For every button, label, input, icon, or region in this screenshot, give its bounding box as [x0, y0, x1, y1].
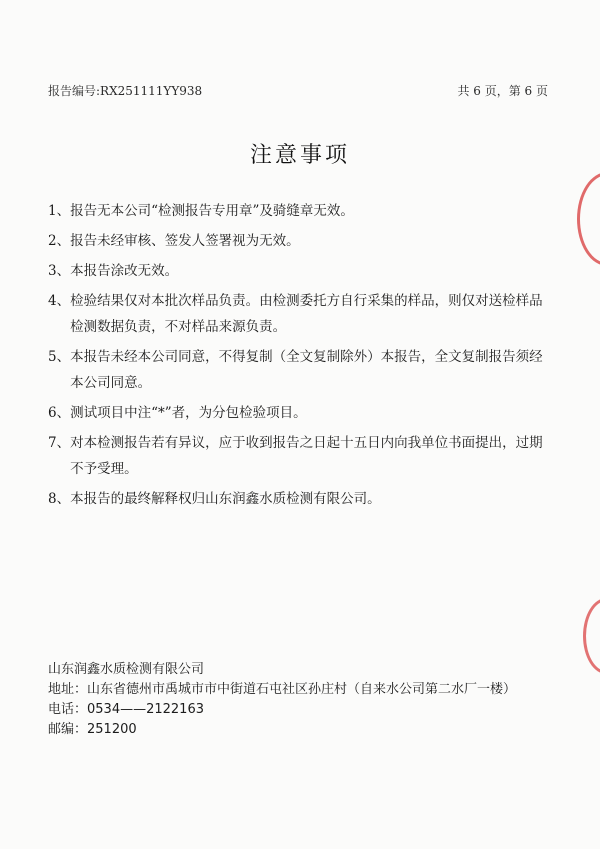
notice-item	[48, 258, 556, 284]
notice-number: 7、	[48, 435, 71, 451]
page-header	[48, 82, 548, 100]
phone-label: 电话：	[48, 702, 88, 717]
postcode-label: 邮编：	[48, 722, 88, 737]
seal-stamp-edge-icon	[577, 172, 600, 266]
notice-number: 2、	[48, 233, 71, 249]
page-indicator: 共 6 页，第 6 页	[457, 84, 548, 98]
notice-text: 报告无本公司“检测报告专用章”及骑缝章无效。	[70, 203, 354, 219]
company-info	[48, 660, 548, 740]
notice-item	[48, 400, 556, 426]
address-value: 山东省德州市禹城市市中街道石屯社区孙庄村（自来水公司第二水厂一楼）	[87, 682, 517, 697]
notice-item	[48, 430, 556, 482]
address-label: 地址：	[48, 682, 88, 697]
notice-text: 报告未经审核、签发人签署视为无效。	[70, 233, 300, 249]
postcode-row	[48, 720, 548, 740]
notice-text: 对本检测报告若有异议，应于收到报告之日起十五日内向我单位书面提出，过期不予受理。	[70, 435, 543, 477]
phone-value: 0534——2122163	[87, 702, 204, 717]
notice-item	[48, 288, 556, 340]
notice-item	[48, 344, 556, 396]
notice-text: 检验结果仅对本批次样品负责。由检测委托方自行采集的样品，则仅对送检样品检测数据负责，不对样品来源负责。	[70, 293, 543, 335]
notice-number: 1、	[48, 203, 71, 219]
notice-list	[48, 198, 556, 516]
company-name: 山东润鑫水质检测有限公司	[48, 662, 205, 677]
address-row	[48, 680, 548, 700]
page-title: 注意事项	[249, 143, 350, 168]
notice-number: 6、	[48, 405, 71, 421]
notice-item	[48, 228, 556, 254]
seam-seal-edge-icon	[583, 598, 600, 674]
notice-number: 8、	[48, 491, 71, 507]
phone-row	[48, 700, 548, 720]
report-number: 报告编号:RX251111YY938	[48, 84, 203, 98]
notice-item	[48, 486, 556, 512]
notice-number: 3、	[48, 263, 71, 279]
notice-text: 测试项目中注“*”者，为分包检验项目。	[70, 405, 307, 421]
notice-text: 本报告未经本公司同意，不得复制（全文复制除外）本报告，全文复制报告须经本公司同意。	[70, 349, 543, 391]
notice-number: 4、	[48, 293, 71, 309]
notice-text: 本报告涂改无效。	[70, 263, 179, 279]
notice-number: 5、	[48, 349, 71, 365]
company-name-row	[48, 660, 548, 680]
notice-text: 本报告的最终解释权归山东润鑫水质检测有限公司。	[70, 491, 381, 507]
notice-item	[48, 198, 556, 224]
postcode-value: 251200	[87, 722, 137, 737]
